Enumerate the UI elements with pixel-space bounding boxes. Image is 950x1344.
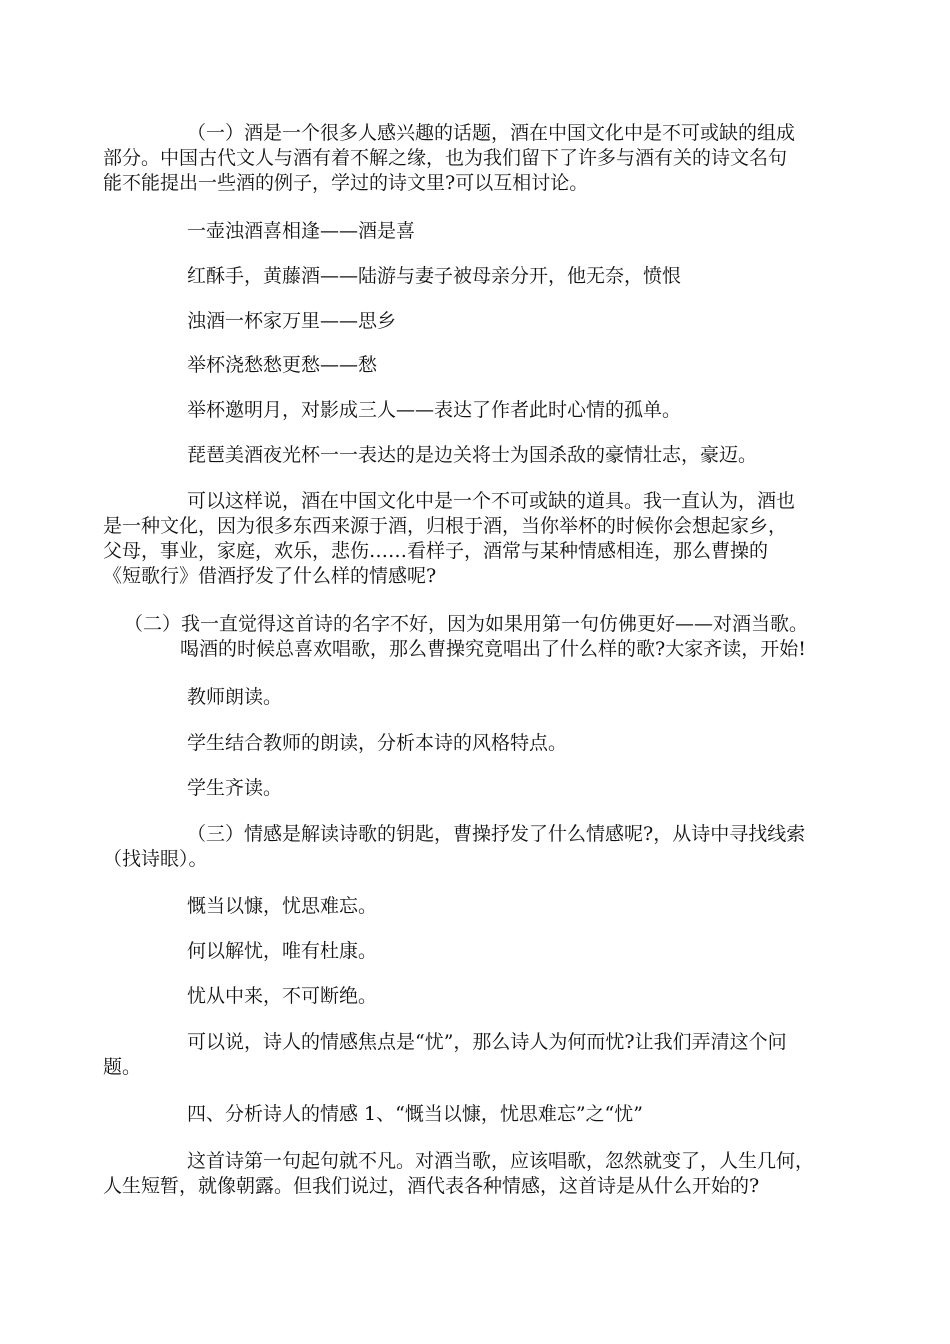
- text-line: 举杯浇愁愁更愁——愁: [187, 354, 378, 376]
- text-line: （一）酒是一个很多人感兴趣的话题，酒在中国文化中是不可或缺的组成: [187, 122, 796, 144]
- text-line: 是一种文化，因为很多东西来源于酒，归根于酒，当你举杯的时候你会想起家乡，: [103, 515, 788, 537]
- paragraph-poem-line-3: [187, 984, 377, 1009]
- paragraph-first-line-analysis: [103, 1149, 814, 1199]
- paragraph-student-analysis: [187, 731, 567, 756]
- paragraph-section-three: [103, 822, 805, 872]
- text-line: 红酥手，黄藤酒——陆游与妻子被母亲分开，他无奈，愤恨: [187, 265, 682, 287]
- paragraph-section-two: [124, 612, 808, 662]
- paragraph-emotion-focus: [103, 1030, 787, 1080]
- text-line: 喝酒的时候总喜欢唱歌，那么曹操究竟唱出了什么样的歌?大家齐读，开始!: [180, 638, 806, 660]
- paragraph-poem-line-1: [187, 894, 377, 919]
- paragraph-poem-line-2: [187, 939, 377, 964]
- paragraph-example-4: [187, 353, 377, 378]
- text-line: 这首诗第一句起句就不凡。对酒当歌，应该唱歌，忽然就变了，人生几何，: [187, 1150, 815, 1172]
- text-line: 琵琶美酒夜光杯一一表达的是边关将士为国杀敌的豪情壮志，豪迈。: [187, 444, 758, 466]
- text-line: 可以说，诗人的情感焦点是“忧”，那么诗人为何而忧?让我们弄清这个问: [187, 1031, 787, 1053]
- text-line: 人生短暂，就像朝露。但我们说过，酒代表各种情感，这首诗是从什么开始的?: [103, 1175, 760, 1197]
- text-line: 慨当以慷，忧思难忘。: [187, 895, 378, 917]
- text-line: 何以解忧，唯有杜康。: [187, 940, 378, 962]
- paragraph-wine-topic: [103, 121, 795, 196]
- paragraph-teacher-reading: [187, 685, 282, 710]
- text-line: 教师朗读。: [187, 686, 283, 708]
- text-line: （二）我一直觉得这首诗的名字不好，因为如果用第一句仿佛更好——对酒当歌。: [124, 613, 809, 635]
- paragraph-example-1: [187, 219, 415, 244]
- text-line: 能不能提出一些酒的例子，学过的诗文里?可以互相讨论。: [103, 172, 589, 194]
- text-line: 一壶浊酒喜相逢——酒是喜: [187, 220, 416, 242]
- text-line: 可以这样说，酒在中国文化中是一个不可或缺的道具。我一直认为，酒也: [187, 490, 796, 512]
- text-line: 忧从中来，不可断绝。: [187, 985, 378, 1007]
- paragraph-example-6: [187, 443, 757, 468]
- text-line: （找诗眼）。: [103, 848, 208, 870]
- text-line: 题。: [103, 1056, 142, 1078]
- paragraph-wine-culture: [103, 489, 795, 589]
- text-line: 浊酒一杯家万里——思乡: [187, 310, 397, 332]
- paragraph-student-reading: [187, 776, 282, 801]
- paragraph-example-5: [187, 398, 681, 423]
- text-line: 父母，事业，家庭，欢乐，悲伤……看样子，酒常与某种情感相连，那么曹操的: [103, 540, 769, 562]
- text-line: 学生齐读。: [187, 777, 283, 799]
- text-line: 学生结合教师的朗读，分析本诗的风格特点。: [187, 732, 568, 754]
- text-line: 四、分析诗人的情感 1、“慨当以慷，忧思难忘”之“忧”: [187, 1103, 643, 1125]
- paragraph-example-3: [187, 309, 396, 334]
- text-line: 举杯邀明月，对影成三人——表达了作者此时心情的孤单。: [187, 399, 682, 421]
- text-line: 部分。中国古代文人与酒有着不解之缘，也为我们留下了许多与酒有关的诗文名句: [103, 147, 788, 169]
- text-line: 《短歌行》借酒抒发了什么样的情感呢?: [103, 565, 437, 587]
- paragraph-example-2: [187, 264, 681, 289]
- paragraph-section-four-heading: [187, 1102, 643, 1127]
- text-line: （三）情感是解读诗歌的钥匙，曹操抒发了什么情感呢?，从诗中寻找线索: [187, 823, 806, 845]
